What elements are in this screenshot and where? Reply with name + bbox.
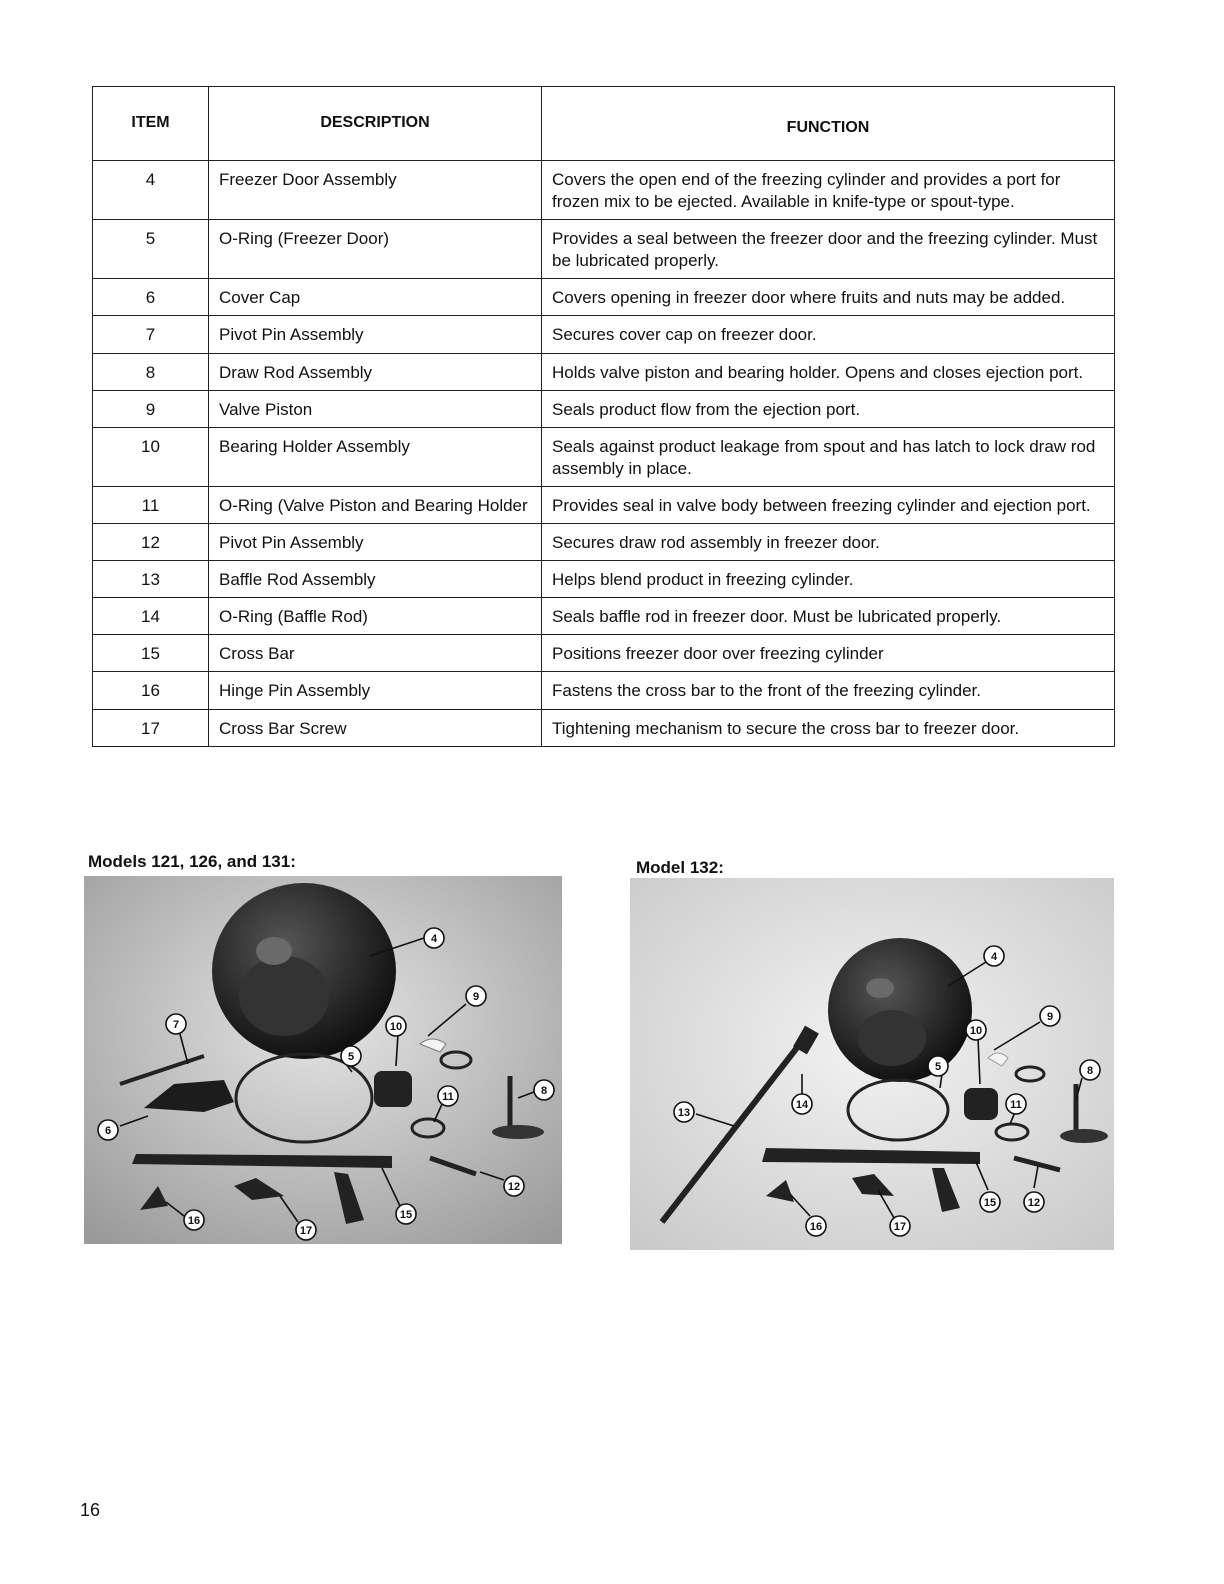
callout-16: 16 [187, 1215, 201, 1227]
function-cell: Provides seal in valve body between freezing cylinder and ejection port. [542, 486, 1115, 523]
function-cell: Covers opening in freezer door where fruits and nuts may be added. [542, 279, 1115, 316]
function-cell: Tightening mechanism to secure the cross bar to freezer door. [542, 709, 1115, 746]
callout-9: 9 [472, 991, 480, 1003]
right-parts-photo [630, 878, 1114, 1250]
callout-10: 10 [969, 1025, 983, 1037]
callout-16: 16 [809, 1221, 823, 1233]
callout-14: 14 [795, 1099, 809, 1111]
table-row [93, 279, 1115, 316]
table-row [93, 709, 1115, 746]
callout-15: 15 [983, 1197, 997, 1209]
callout-17: 17 [299, 1225, 313, 1237]
bearing-holder-part [374, 1071, 412, 1107]
item-number-cell: 4 [93, 161, 209, 220]
callout-11: 11 [442, 1091, 454, 1103]
description-cell: Pivot Pin Assembly [209, 524, 542, 561]
bearing-holder-part [964, 1088, 998, 1120]
table-row [93, 220, 1115, 279]
description-cell: Bearing Holder Assembly [209, 427, 542, 486]
callout-8: 8 [540, 1085, 548, 1097]
function-cell: Covers the open end of the freezing cylinder and provides a port for frozen mix to be ejected. Available in knife-type or spout-type. [542, 161, 1115, 220]
item-number-cell: 9 [93, 390, 209, 427]
callout-5: 5 [347, 1051, 355, 1063]
callout-5: 5 [934, 1061, 942, 1073]
header-item: ITEM [93, 87, 209, 161]
item-number-cell: 8 [93, 353, 209, 390]
description-cell: Baffle Rod Assembly [209, 561, 542, 598]
header-function: FUNCTION [542, 87, 1115, 161]
callout-4: 4 [990, 951, 998, 963]
item-number-cell: 5 [93, 220, 209, 279]
description-cell: Freezer Door Assembly [209, 161, 542, 220]
item-number-cell: 6 [93, 279, 209, 316]
callout-10: 10 [389, 1021, 403, 1033]
description-cell: Cross Bar Screw [209, 709, 542, 746]
description-cell: Pivot Pin Assembly [209, 316, 542, 353]
table-row [93, 598, 1115, 635]
description-cell: Hinge Pin Assembly [209, 672, 542, 709]
callout-4: 4 [430, 933, 438, 945]
description-cell: Valve Piston [209, 390, 542, 427]
table-row [93, 353, 1115, 390]
item-number-cell: 16 [93, 672, 209, 709]
table-body [93, 161, 1115, 747]
item-number-cell: 17 [93, 709, 209, 746]
item-number-cell: 7 [93, 316, 209, 353]
function-cell: Positions freezer door over freezing cylinder [542, 635, 1115, 672]
left-parts-photo [84, 876, 562, 1244]
callout-9: 9 [1046, 1011, 1054, 1023]
description-cell: O-Ring (Valve Piston and Bearing Holder [209, 486, 542, 523]
callout-11: 11 [1010, 1099, 1022, 1111]
description-cell: O-Ring (Baffle Rod) [209, 598, 542, 635]
table-row [93, 524, 1115, 561]
right-figure-caption: Model 132: [636, 858, 724, 877]
callout-13: 13 [677, 1107, 691, 1119]
table-row [93, 161, 1115, 220]
table-row [93, 427, 1115, 486]
table-row [93, 672, 1115, 709]
callout-17: 17 [893, 1221, 907, 1233]
item-number-cell: 11 [93, 486, 209, 523]
header-description: DESCRIPTION [209, 87, 542, 161]
function-cell: Secures cover cap on freezer door. [542, 316, 1115, 353]
table-row [93, 316, 1115, 353]
table-row [93, 390, 1115, 427]
table-row [93, 635, 1115, 672]
item-number-cell: 15 [93, 635, 209, 672]
description-cell: Cross Bar [209, 635, 542, 672]
function-cell: Fastens the cross bar to the front of the freezing cylinder. [542, 672, 1115, 709]
callout-6: 6 [104, 1125, 112, 1137]
left-figure-caption: Models 121, 126, and 131: [88, 852, 296, 871]
description-cell: O-Ring (Freezer Door) [209, 220, 542, 279]
description-cell: Cover Cap [209, 279, 542, 316]
item-number-cell: 14 [93, 598, 209, 635]
callout-15: 15 [399, 1209, 413, 1221]
function-cell: Secures draw rod assembly in freezer door. [542, 524, 1115, 561]
table-header-row [93, 87, 1115, 161]
function-cell: Provides a seal between the freezer door and the freezing cylinder. Must be lubricated properly. [542, 220, 1115, 279]
item-number-cell: 13 [93, 561, 209, 598]
callout-12: 12 [1027, 1197, 1041, 1209]
function-cell: Seals baffle rod in freezer door. Must be lubricated properly. [542, 598, 1115, 635]
function-cell: Holds valve piston and bearing holder. Opens and closes ejection port. [542, 353, 1115, 390]
function-cell: Helps blend product in freezing cylinder. [542, 561, 1115, 598]
callout-7: 7 [172, 1019, 180, 1031]
parts-table [92, 86, 1115, 747]
function-cell: Seals product flow from the ejection port. [542, 390, 1115, 427]
page-number: 16 [80, 1500, 101, 1520]
table-row [93, 561, 1115, 598]
callout-8: 8 [1086, 1065, 1094, 1077]
description-cell: Draw Rod Assembly [209, 353, 542, 390]
item-number-cell: 10 [93, 427, 209, 486]
item-number-cell: 12 [93, 524, 209, 561]
callout-12: 12 [507, 1181, 521, 1193]
table-row [93, 486, 1115, 523]
function-cell: Seals against product leakage from spout and has latch to lock draw rod assembly in place. [542, 427, 1115, 486]
